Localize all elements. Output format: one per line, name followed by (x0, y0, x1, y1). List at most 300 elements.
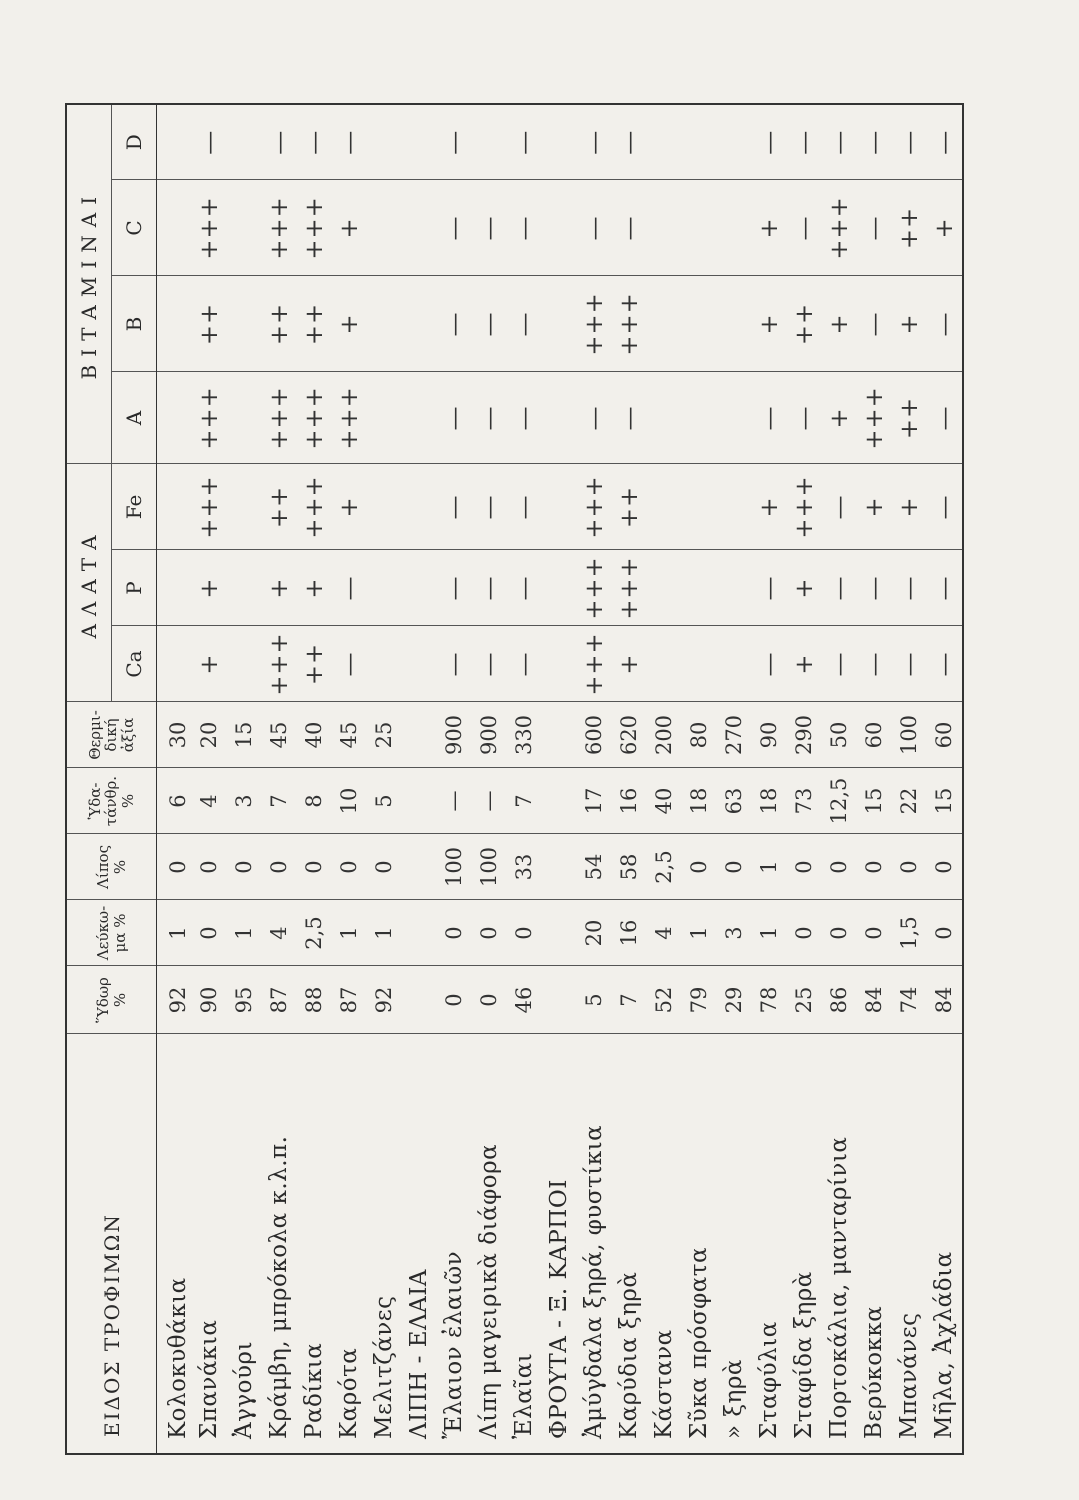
calories-cell: 90 (752, 702, 787, 768)
vitamin-b-cell: +++ (577, 276, 612, 372)
food-cell: Κάστανα (647, 1034, 682, 1454)
fat-cell: 0 (297, 834, 332, 900)
vitamin-d-cell: — (892, 104, 927, 180)
fat-cell: 0 (927, 834, 962, 900)
calories-cell: 20 (192, 702, 227, 768)
vitamin-d-cell: — (577, 104, 612, 180)
vitamin-c-cell (542, 180, 577, 276)
vitamin-d-cell (472, 104, 507, 180)
fat-cell: 54 (577, 834, 612, 900)
calories-cell: 60 (857, 702, 892, 768)
ca-cell (402, 626, 437, 702)
table-row (612, 104, 647, 1454)
ca-cell: — (437, 626, 472, 702)
vitamin-c-cell: +++ (297, 180, 332, 276)
vitamin-c-cell: + (332, 180, 367, 276)
vitamin-a-cell: +++ (857, 372, 892, 464)
vitamin-b-header: B (112, 276, 157, 372)
protein-cell: 4 (647, 900, 682, 966)
food-cell: Καρύδια ξηρὰ (612, 1034, 647, 1454)
calories-cell: 50 (822, 702, 857, 768)
vitamin-b-cell (367, 276, 402, 372)
fat-cell: 100 (472, 834, 507, 900)
water-cell: 0 (472, 966, 507, 1034)
vitamin-a-cell: — (437, 372, 472, 464)
protein-cell: 0 (472, 900, 507, 966)
ca-cell: +++ (262, 626, 297, 702)
calories-cell: 330 (507, 702, 542, 768)
p-cell: — (857, 550, 892, 626)
empty-cell (962, 372, 963, 464)
vitamin-d-cell (682, 104, 717, 180)
food-cell: Κολοκυθάκια (157, 1034, 192, 1454)
food-cell: Σῦκα πρόσφατα (682, 1034, 717, 1454)
ca-cell: — (752, 626, 787, 702)
protein-cell: 2,5 (297, 900, 332, 966)
fat-cell: 0 (332, 834, 367, 900)
fat-cell: 0 (367, 834, 402, 900)
p-cell (717, 550, 752, 626)
vitamin-b-cell: ++ (192, 276, 227, 372)
carbs-cell: 6 (157, 768, 192, 834)
protein-cell: 1 (682, 900, 717, 966)
p-cell (227, 550, 262, 626)
calories-cell: 15 (227, 702, 262, 768)
food-cell: Ἀγγούρι (227, 1034, 262, 1454)
protein-cell: 0 (927, 900, 962, 966)
table-row (297, 104, 332, 1454)
protein-cell: 0 (437, 900, 472, 966)
carbs-cell: 40 (647, 768, 682, 834)
header-row-groups (66, 104, 112, 1454)
vitamin-c-cell (647, 180, 682, 276)
water-cell (402, 966, 437, 1034)
protein-cell (542, 900, 577, 966)
table-row (367, 104, 402, 1454)
vitamin-a-cell (402, 372, 437, 464)
vitamin-a-cell: — (577, 372, 612, 464)
vitamin-a-cell: — (507, 372, 542, 464)
food-cell: Μελιτζάνες (367, 1034, 402, 1454)
fe-cell (367, 464, 402, 550)
p-cell (367, 550, 402, 626)
fat-cell: 0 (822, 834, 857, 900)
vitamin-b-cell: — (437, 276, 472, 372)
vitamin-d-cell (227, 104, 262, 180)
empty-cell (962, 1034, 963, 1454)
calories-cell: 600 (577, 702, 612, 768)
empty-cell (962, 626, 963, 702)
vitamin-b-cell: — (507, 276, 542, 372)
fe-cell: + (332, 464, 367, 550)
vitamins-group-header: ΒΙΤΑΜΙΝΑΙ (66, 104, 112, 464)
food-cell: ΛΙΠΗ - ΕΛΑΙΑ (402, 1034, 437, 1454)
carbs-cell: 22 (892, 768, 927, 834)
calories-cell: 25 (367, 702, 402, 768)
table-row (227, 104, 262, 1454)
calories-header: Θερμι-δική ἀξία (66, 702, 157, 768)
vitamin-c-cell (682, 180, 717, 276)
vitamin-a-cell (542, 372, 577, 464)
water-cell: 29 (717, 966, 752, 1034)
water-cell: 90 (192, 966, 227, 1034)
carbs-cell: 63 (717, 768, 752, 834)
empty-cell (962, 702, 963, 768)
fe-cell (682, 464, 717, 550)
vitamin-b-cell: — (472, 276, 507, 372)
fe-cell: +++ (787, 464, 822, 550)
ca-cell: + (787, 626, 822, 702)
table-row (542, 104, 577, 1454)
fat-cell: 0 (682, 834, 717, 900)
vitamin-b-cell (402, 276, 437, 372)
protein-cell: 0 (507, 900, 542, 966)
table-row (157, 104, 192, 1454)
carbs-header: Ὑδα-τάνθρ. % (66, 768, 157, 834)
water-cell: 95 (227, 966, 262, 1034)
rotated-table-container (65, 105, 958, 1455)
table-row (437, 104, 472, 1454)
vitamin-a-cell: — (612, 372, 647, 464)
calories-cell: 200 (647, 702, 682, 768)
vitamin-b-cell: — (857, 276, 892, 372)
water-cell (542, 966, 577, 1034)
vitamin-c-cell: — (857, 180, 892, 276)
fe-cell: +++ (192, 464, 227, 550)
vitamin-b-cell (227, 276, 262, 372)
protein-cell: 0 (822, 900, 857, 966)
water-cell: 87 (262, 966, 297, 1034)
calories-cell: 80 (682, 702, 717, 768)
table-body (157, 104, 963, 1454)
vitamin-a-cell: — (927, 372, 962, 464)
water-cell: 46 (507, 966, 542, 1034)
table-row (822, 104, 857, 1454)
food-cell: Καρότα (332, 1034, 367, 1454)
vitamin-b-cell (157, 276, 192, 372)
table-row (647, 104, 682, 1454)
vitamin-b-cell: ++ (262, 276, 297, 372)
fe-cell (542, 464, 577, 550)
fat-cell: 0 (717, 834, 752, 900)
fe-cell (717, 464, 752, 550)
table-row (332, 104, 367, 1454)
fe-cell: + (892, 464, 927, 550)
vitamin-d-header: D (112, 104, 157, 180)
fe-header: Fe (112, 464, 157, 550)
vitamin-c-cell: + (927, 180, 962, 276)
carbs-cell: — (437, 768, 472, 834)
p-cell: — (437, 550, 472, 626)
vitamin-a-cell (682, 372, 717, 464)
vitamin-a-cell (157, 372, 192, 464)
empty-cell (962, 900, 963, 966)
carbs-cell: 7 (507, 768, 542, 834)
ca-cell (542, 626, 577, 702)
protein-cell: 4 (262, 900, 297, 966)
vitamin-a-cell: + (822, 372, 857, 464)
fat-cell: 0 (157, 834, 192, 900)
calories-cell: 45 (332, 702, 367, 768)
protein-cell: 0 (192, 900, 227, 966)
food-cell: Σταφίδα ξηρὰ (787, 1034, 822, 1454)
vitamin-b-cell: + (822, 276, 857, 372)
protein-cell: 3 (717, 900, 752, 966)
carbs-cell (402, 768, 437, 834)
food-cell: Κράμβη, μπρόκολα κ.λ.π. (262, 1034, 297, 1454)
fat-cell: 0 (892, 834, 927, 900)
table-row (682, 104, 717, 1454)
fat-cell (542, 834, 577, 900)
vitamin-a-cell: +++ (332, 372, 367, 464)
food-cell: Σπανάκια (192, 1034, 227, 1454)
p-cell: — (332, 550, 367, 626)
table-row (507, 104, 542, 1454)
vitamin-d-cell: — (192, 104, 227, 180)
p-cell (157, 550, 192, 626)
vitamin-d-cell (542, 104, 577, 180)
vitamin-b-cell: + (332, 276, 367, 372)
vitamin-d-cell (367, 104, 402, 180)
calories-cell: 900 (472, 702, 507, 768)
p-cell: + (192, 550, 227, 626)
vitamin-c-cell: — (577, 180, 612, 276)
empty-cell (962, 276, 963, 372)
protein-cell: 1 (752, 900, 787, 966)
fat-header: Λίπος % (66, 834, 157, 900)
ca-cell (367, 626, 402, 702)
food-cell: Ἀμύγδαλα ξηρά, φυστίκια (577, 1034, 612, 1454)
vitamin-b-cell (647, 276, 682, 372)
vitamin-a-cell: — (472, 372, 507, 464)
vitamin-c-cell: +++ (192, 180, 227, 276)
fat-cell: 0 (262, 834, 297, 900)
vitamin-c-cell (717, 180, 752, 276)
carbs-cell: 7 (262, 768, 297, 834)
ca-cell: — (332, 626, 367, 702)
vitamin-c-cell (157, 180, 192, 276)
vitamin-a-cell: — (787, 372, 822, 464)
vitamin-d-cell (717, 104, 752, 180)
fe-cell (157, 464, 192, 550)
p-cell: +++ (577, 550, 612, 626)
vitamin-d-cell (647, 104, 682, 180)
water-cell: 92 (157, 966, 192, 1034)
carbs-cell: 3 (227, 768, 262, 834)
protein-cell: 1 (332, 900, 367, 966)
minerals-group-header: ΑΛΑΤΑ (66, 464, 112, 702)
table-row (262, 104, 297, 1454)
vitamin-d-cell: — (752, 104, 787, 180)
vitamin-b-cell: + (752, 276, 787, 372)
vitamin-a-cell: +++ (297, 372, 332, 464)
carbs-cell: 15 (857, 768, 892, 834)
water-cell: 84 (857, 966, 892, 1034)
p-cell (542, 550, 577, 626)
vitamin-b-cell (717, 276, 752, 372)
vitamin-a-header: A (112, 372, 157, 464)
protein-cell: 20 (577, 900, 612, 966)
fat-cell (402, 834, 437, 900)
calories-cell: 620 (612, 702, 647, 768)
vitamin-b-cell: — (927, 276, 962, 372)
carbs-cell: 18 (682, 768, 717, 834)
fat-cell: 0 (857, 834, 892, 900)
fe-cell: — (927, 464, 962, 550)
water-header: Ὕδωρ % (66, 966, 157, 1034)
water-cell: 5 (577, 966, 612, 1034)
food-cell: Σταφύλια (752, 1034, 787, 1454)
ca-cell: — (472, 626, 507, 702)
ca-cell (647, 626, 682, 702)
table-row (857, 104, 892, 1454)
food-cell: » ξηρὰ (717, 1034, 752, 1454)
vitamin-b-cell (542, 276, 577, 372)
food-cell: Πορτοκάλια, μανταρίνια (822, 1034, 857, 1454)
ca-cell: — (822, 626, 857, 702)
calories-cell: 270 (717, 702, 752, 768)
carbs-cell: 5 (367, 768, 402, 834)
vitamin-c-cell (227, 180, 262, 276)
vitamin-c-header: C (112, 180, 157, 276)
protein-cell: 0 (787, 900, 822, 966)
empty-cell (962, 464, 963, 550)
fe-cell: +++ (577, 464, 612, 550)
carbs-cell (542, 768, 577, 834)
vitamin-c-cell: — (437, 180, 472, 276)
vitamin-b-cell: ++ (297, 276, 332, 372)
food-cell: Ἔλαιον ἐλαιῶν (437, 1034, 472, 1454)
protein-header: Λεύκω-μα % (66, 900, 157, 966)
ca-cell: ++ (297, 626, 332, 702)
vitamin-d-cell: — (787, 104, 822, 180)
p-cell: + (787, 550, 822, 626)
vitamin-d-cell (157, 104, 192, 180)
vitamin-c-cell: — (787, 180, 822, 276)
vitamin-c-cell: — (612, 180, 647, 276)
food-cell: ΦΡΟΥΤΑ - Ξ. ΚΑΡΠΟΙ (542, 1034, 577, 1454)
p-cell (647, 550, 682, 626)
water-cell: 78 (752, 966, 787, 1034)
vitamin-d-cell: — (822, 104, 857, 180)
fe-cell: ++ (612, 464, 647, 550)
fat-cell: 2,5 (647, 834, 682, 900)
vitamin-c-cell: +++ (822, 180, 857, 276)
ca-cell (682, 626, 717, 702)
vitamin-c-cell (402, 180, 437, 276)
empty-cell (962, 834, 963, 900)
ca-cell: — (927, 626, 962, 702)
empty-cell (962, 104, 963, 180)
water-cell: 79 (682, 966, 717, 1034)
protein-cell: 1 (157, 900, 192, 966)
calories-cell: 60 (927, 702, 962, 768)
p-cell (682, 550, 717, 626)
table-row (192, 104, 227, 1454)
water-cell: 25 (787, 966, 822, 1034)
calories-cell (542, 702, 577, 768)
p-cell: + (262, 550, 297, 626)
water-cell: 87 (332, 966, 367, 1034)
vitamin-d-cell: — (332, 104, 367, 180)
food-type-header: ΕΙΔΟΣ ΤΡΟΦΙΜΩΝ (66, 1034, 157, 1454)
fe-cell: ++ (262, 464, 297, 550)
calories-cell: 900 (437, 702, 472, 768)
vitamin-c-cell: +++ (262, 180, 297, 276)
calories-cell: 45 (262, 702, 297, 768)
calories-cell: 40 (297, 702, 332, 768)
fe-cell: — (822, 464, 857, 550)
protein-cell (402, 900, 437, 966)
vitamin-c-cell: — (507, 180, 542, 276)
fat-cell: 100 (437, 834, 472, 900)
calories-cell (402, 702, 437, 768)
food-cell: Βερύκοκκα (857, 1034, 892, 1454)
calories-cell: 290 (787, 702, 822, 768)
protein-cell: 1 (367, 900, 402, 966)
fe-cell: + (752, 464, 787, 550)
water-cell: 0 (437, 966, 472, 1034)
vitamin-a-cell: +++ (192, 372, 227, 464)
calories-cell: 100 (892, 702, 927, 768)
ca-cell (157, 626, 192, 702)
ca-cell (227, 626, 262, 702)
vitamin-c-cell: + (752, 180, 787, 276)
vitamin-b-cell: ++ (787, 276, 822, 372)
water-cell: 92 (367, 966, 402, 1034)
vitamin-a-cell: ++ (892, 372, 927, 464)
food-cell: Ραδίκια (297, 1034, 332, 1454)
vitamin-d-cell: — (262, 104, 297, 180)
water-cell: 74 (892, 966, 927, 1034)
p-cell: — (472, 550, 507, 626)
fe-cell (227, 464, 262, 550)
ca-cell (717, 626, 752, 702)
vitamin-d-cell: — (507, 104, 542, 180)
fe-cell: — (437, 464, 472, 550)
fat-cell: 0 (227, 834, 262, 900)
ca-header: Ca (112, 626, 157, 702)
vitamin-a-cell: +++ (262, 372, 297, 464)
food-cell: Λίπη μαγειρικὰ διάφορα (472, 1034, 507, 1454)
vitamin-c-cell (367, 180, 402, 276)
vitamin-b-cell: + (892, 276, 927, 372)
protein-cell: 16 (612, 900, 647, 966)
p-cell: — (892, 550, 927, 626)
ca-cell: + (612, 626, 647, 702)
food-cell: Μῆλα, Ἀχλάδια (927, 1034, 962, 1454)
carbs-cell: 15 (927, 768, 962, 834)
vitamin-a-cell (647, 372, 682, 464)
vitamin-d-cell: — (437, 104, 472, 180)
nutrition-table (65, 103, 964, 1455)
p-header: P (112, 550, 157, 626)
carbs-cell: 8 (297, 768, 332, 834)
table-bottom-space (962, 104, 963, 1454)
fat-cell: 0 (787, 834, 822, 900)
table-row (472, 104, 507, 1454)
water-cell: 52 (647, 966, 682, 1034)
ca-cell: — (892, 626, 927, 702)
table-row (787, 104, 822, 1454)
fat-cell: 33 (507, 834, 542, 900)
protein-cell: 1,5 (892, 900, 927, 966)
vitamin-d-cell: — (612, 104, 647, 180)
p-cell: +++ (612, 550, 647, 626)
ca-cell: — (857, 626, 892, 702)
fe-cell (402, 464, 437, 550)
p-cell: — (927, 550, 962, 626)
